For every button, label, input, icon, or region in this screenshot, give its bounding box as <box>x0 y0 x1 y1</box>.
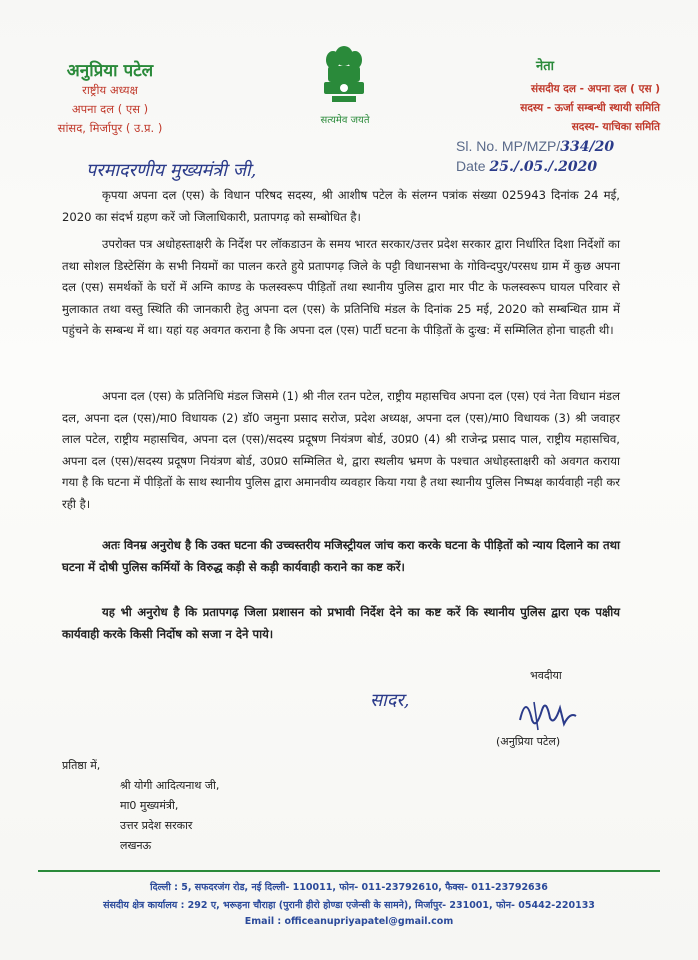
salutation: परमादरणीय मुख्यमंत्री जी, <box>86 160 257 181</box>
handwritten-signature <box>512 690 582 734</box>
paragraph-2 <box>62 234 620 342</box>
addressee-line-4: लखनऊ <box>120 839 152 852</box>
serial-prefix: Sl. No. MP/MZP/ <box>456 138 561 154</box>
date-handwritten: 25./.05./.2020 <box>489 159 598 175</box>
sender-title: राष्ट्रीय अध्यक्ष <box>82 83 138 97</box>
paragraph-3-text: अपना दल (एस) के प्रतिनिधि मंडल जिसमे (1) श्री नील रतन पटेल, राष्ट्रीय महासचिव अपना दल (एस) एवं नेता विधान मंडल दल, अपना दल (एस)/मा0 विधायक (2) डॉ0 जमुना प्रसाद सरोज, प्रदेश अध्यक्ष, अपना दल (एस)/मा0 विधायक (3) श्री जवाहर लाल पटेल, राष्ट्रीय महासचिव, अपना दल (एस)/सदस्य प्रदूषण नियंत्रण बोर्ड, उ0प्र0 (4) श्री राजेन्द्र प्रसाद पाल, राष्ट्रीय महासचिव, अपना दल (एस)/सदस्य प्रदूषण नियंत्रण बोर्ड, उ0प्र0 सम्मिलित थे, द्वारा स्थलीय भ्रमण के पश्चात अधोहस्ताक्षरी को अवगत कराया गया है कि घटना में पीड़ितों के साथ स्थानीय पुलिस द्वारा अमानवीय व्यवहार किया गया है तथा स्थानीय पुलिस निष्पक्ष कार्यवाही नही कर रही है। <box>62 389 620 511</box>
sender-constituency: सांसद, मिर्जापुर ( उ.प्र. ) <box>57 121 163 135</box>
paragraph-2-text: उपरोक्त पत्र अधोहस्ताक्षरी के निर्देश पर लॉकडाउन के समय भारत सरकार/उत्तर प्रदेश सरकार द्वारा निर्धारित दिशा निर्देशों का तथा सोशल डिस्टेसिंग के सभी नियमों का पालन करते हुये प्रतापगढ़ जिले के पट्टी विधानसभा के गोविन्दपुर/परसध ग्राम में कुछ अपना दल (एस) समर्थकों के घरों में अग्नि काण्ड के फलस्वरूप पीड़ितों तथा स्थानीय पुलिस द्वारा मार पीट के फलस्वरूप घायल परिवार से मुलाकात तथा वस्तु स्थिति की जानकारी हेतु अपना दल (एस) के प्रतिनिधि मंडल के दिनांक 25 मई, 2020 को सम्बन्धित ग्राम में पहुंचने के सम्बन्ध में था। यहां यह अवगत कराना है कि अपना दल (एस) पार्टी घटना के पीड़ितों के दुःख: में सम्मिलित होना चाहती थी। <box>62 237 620 338</box>
addressee-intro: प्रतिष्ठा में, <box>62 759 101 772</box>
closing-sadar: सादर, <box>370 690 410 711</box>
paragraph-4 <box>62 535 620 578</box>
leader-title: नेता <box>536 59 554 74</box>
addressee-line-1: श्री योगी आदित्यनाथ जी, <box>120 779 220 792</box>
addressee-line-3: उत्तर प्रदेश सरकार <box>120 819 193 832</box>
role-petition-committee: सदस्य- याचिका समिति <box>571 121 660 133</box>
footer-constituency-address: संसदीय क्षेत्र कार्यालय : 292 ए, भरूहना चौराहा (पुरानी हीरो होण्डा एजेन्सी के सामने), मिर्जापुर- 231001, फोन- 05442-220133 <box>103 900 595 911</box>
date-prefix: Date <box>456 158 486 174</box>
footer-delhi-address: दिल्ली : 5, सफदरजंग रोड, नई दिल्ली- 110011, फोन- 011-23792610, फैक्स- 011-23792636 <box>150 882 548 893</box>
footer-email-address[interactable]: officeanupriyapatel@gmail.com <box>284 916 454 927</box>
closing-bhavdiya: भवदीया <box>530 669 562 682</box>
signer-name: (अनुप्रिया पटेल) <box>496 735 561 748</box>
paragraph-5 <box>62 602 620 645</box>
sender-name: अनुप्रिया पटेल <box>66 61 154 81</box>
role-energy-committee: सदस्य - ऊर्जा सम्बन्धी स्थायी समिति <box>520 102 660 114</box>
footer-email-label: Email : <box>244 916 282 927</box>
serial-number <box>456 138 614 155</box>
role-parliamentary-party: संसदीय दल - अपना दल ( एस ) <box>531 83 660 95</box>
serial-handwritten: 334/20 <box>560 139 615 155</box>
paragraph-5-text: यह भी अनुरोध है कि प्रतापगढ़ जिला प्रशासन को प्रभावी निर्देश देने का कष्ट करें कि स्थानीय पुलिस द्वारा एक पक्षीय कार्यवाही करके किसी निर्दोष को सजा न देने पाये। <box>62 605 620 641</box>
paragraph-4-text: अतः विनम्र अनुरोध है कि उक्त घटना की उच्चस्तरीय मजिस्ट्रीयल जांच करा करके घटना के पीड़ितों को न्याय दिलाने का तथा घटना में दोषी पुलिस कर्मियों के विरुद्ध कड़ी से कड़ी कार्यवाही कराने का कष्ट करें। <box>62 538 620 574</box>
letter-date <box>456 158 597 175</box>
footer-email <box>0 916 698 927</box>
paragraph-1-text: कृपया अपना दल (एस) के विधान परिषद सदस्य, श्री आशीष पटेल के संलग्न पत्रांक संख्या 025943 दिनांक 24 मई, 2020 का संदर्भ ग्रहण करें जो जिलाधिकारी, प्रतापगढ़ को सम्बोधित है। <box>62 188 620 224</box>
addressee-line-2: मा0 मुख्यमंत्री, <box>120 799 179 812</box>
footer-divider <box>38 870 660 872</box>
paragraph-1 <box>62 185 620 228</box>
emblem-motto: सत्यमेव जयते <box>320 115 370 126</box>
national-emblem-icon <box>316 40 372 108</box>
sender-party: अपना दल ( एस ) <box>71 102 149 116</box>
paragraph-3 <box>62 386 620 516</box>
